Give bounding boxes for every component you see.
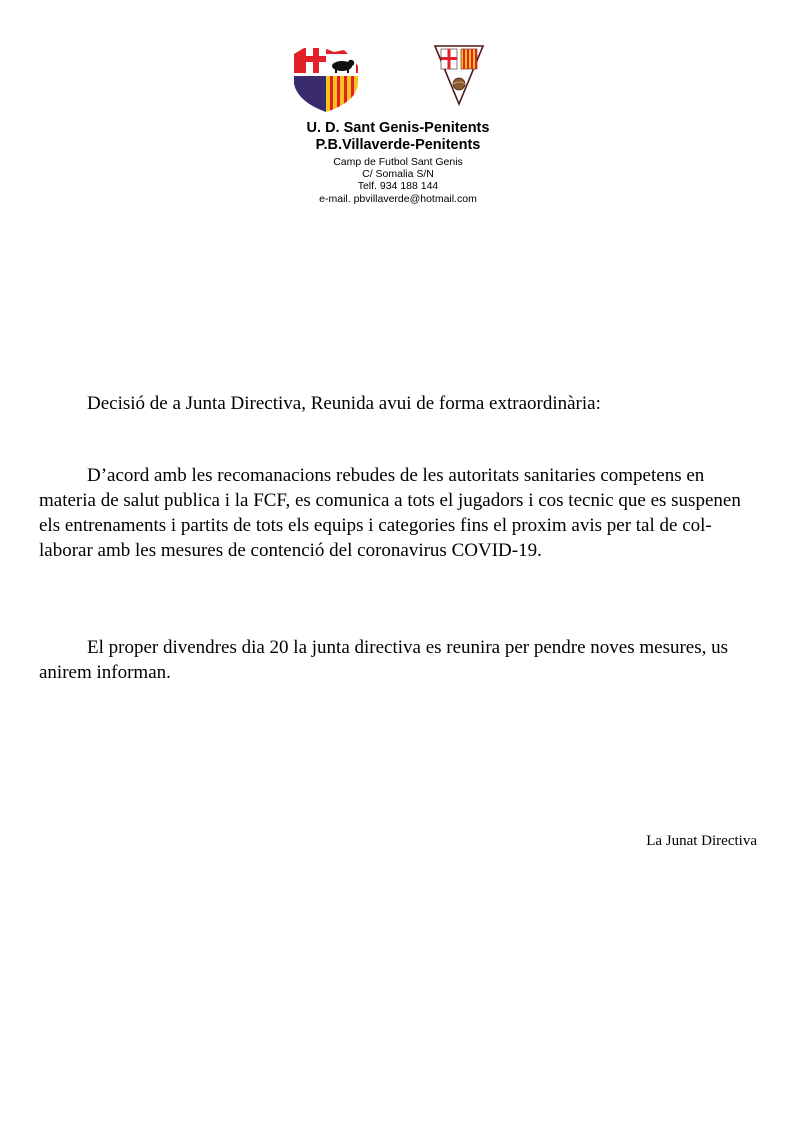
intro-paragraph xyxy=(39,391,759,416)
intro-text: Decisió de a Junta Directiva, Reunida avui de forma extraordinària: xyxy=(87,393,601,414)
club-name-secondary: P.B.Villaverde-Penitents xyxy=(315,137,481,153)
phone-number: Telf. 934 188 144 xyxy=(357,180,439,192)
email-address: e-mail. pbvillaverde@hotmail.com xyxy=(319,193,477,205)
next-meeting-text: El proper divendres dia 20 la junta directiva es reunira per pendre noves mesures, us anirem informan. xyxy=(39,637,729,683)
club-name-primary: U. D. Sant Genis-Penitents xyxy=(306,120,490,136)
pb-villaverde-crest-icon xyxy=(433,44,485,106)
ud-sant-genis-crest-icon xyxy=(290,44,362,114)
venue-name: Camp de Futbol Sant Genis xyxy=(333,156,463,168)
street-address: C/ Somalia S/N xyxy=(362,168,434,180)
announcement-text: D’acord amb les recomanacions rebudes de les autoritats sanitaries competens en materia de salut publica i la FCF, es comunica a tots el jugadors i cos tecnic que es suspenen els entrenaments i partits de tots els equips i categories fins el proxim avis per tal de col-laborar amb les mesures de contenció del coronavirus COVID-19. xyxy=(39,465,741,561)
signature: La Junat Directiva xyxy=(646,833,757,849)
next-meeting-paragraph xyxy=(39,635,759,685)
announcement-paragraph xyxy=(39,463,759,563)
